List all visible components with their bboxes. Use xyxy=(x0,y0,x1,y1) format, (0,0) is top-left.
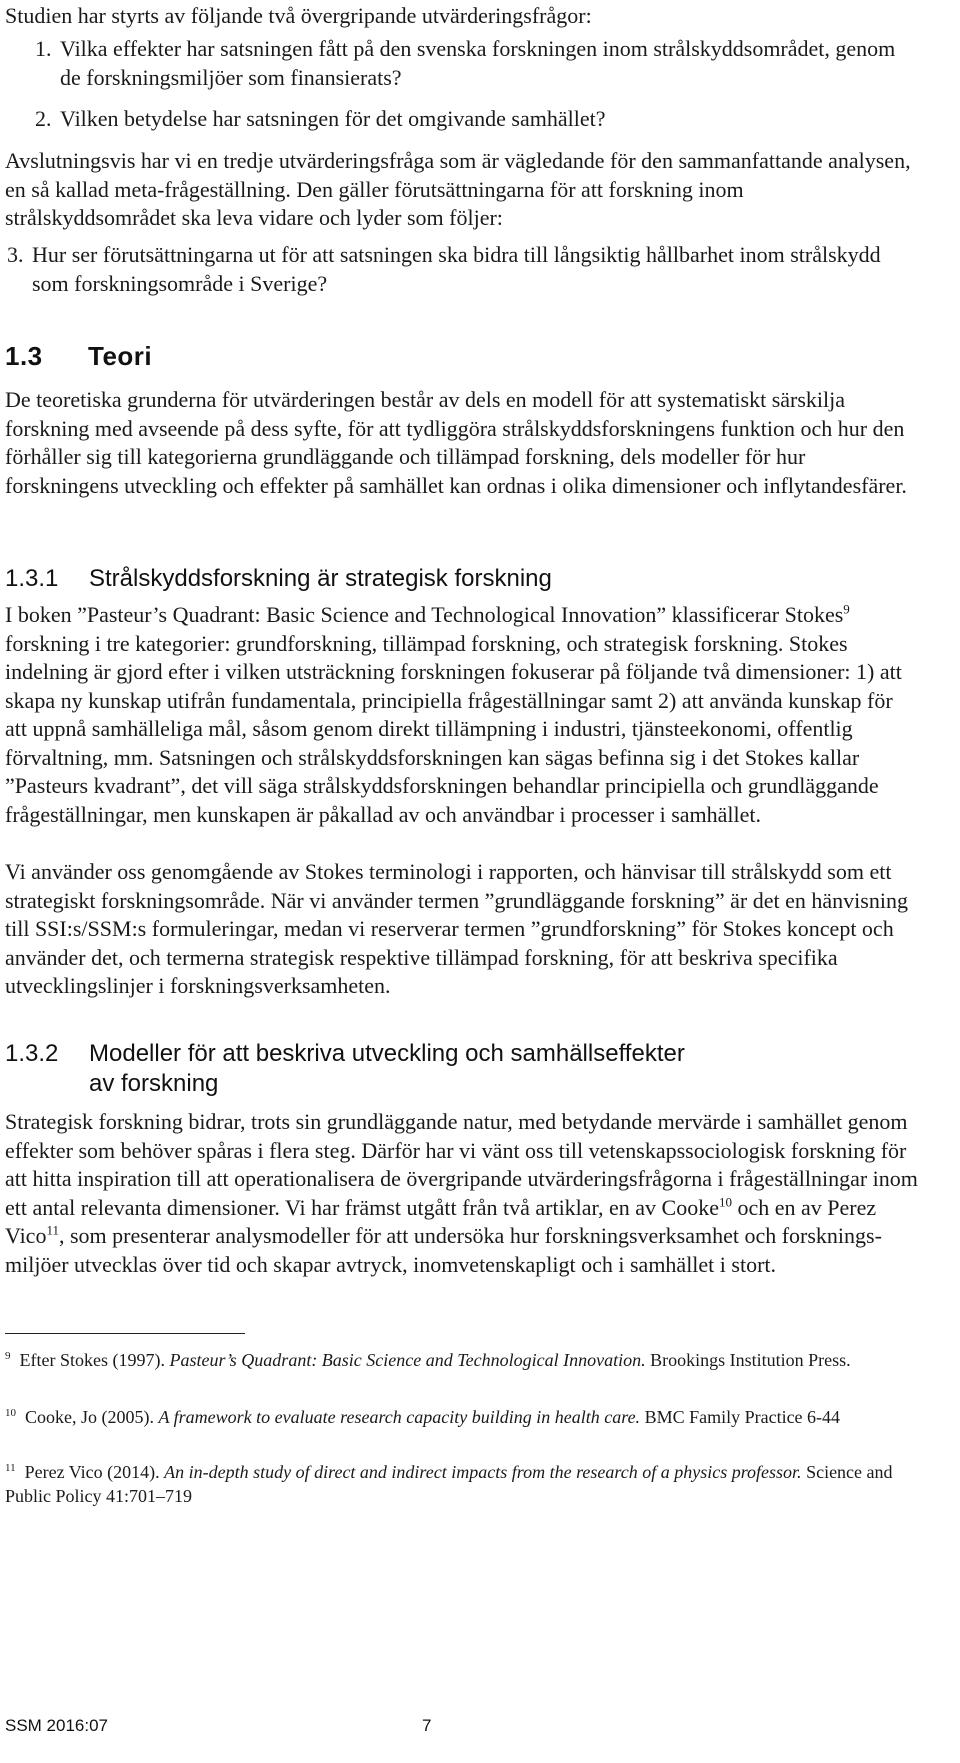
question-number: 1. xyxy=(35,36,52,61)
stokes-paragraph xyxy=(5,601,920,829)
section-number: 1.3.1 xyxy=(5,565,59,592)
footnote-10 xyxy=(5,1405,920,1429)
question-number: 2. xyxy=(35,106,52,131)
section-title-line2: av forskning xyxy=(89,1070,219,1097)
footnote-post: BMC Family Practice 6-44 xyxy=(640,1407,841,1427)
footnote-post: Science and Public Policy 41:701–719 xyxy=(5,1462,893,1506)
strat-text-c: , som presenterar analysmodeller för att undersöka hur forskningsverksamhet och forskningsmiljöer utvecklas över tid och skapar avtryck, inomvetenskapligt och i samhället i stort. xyxy=(5,1223,882,1277)
section-heading-1-3 xyxy=(5,341,152,372)
footnote-pre: Cooke, Jo (2005). xyxy=(25,1407,159,1427)
footnote-9 xyxy=(5,1348,920,1372)
question-text: Hur ser förutsättningarna ut för att satsningen ska bidra till långsiktig hållbarhet inom strålskydd som forskningsområde i Sverige? xyxy=(32,242,881,296)
meta-question-paragraph: Avslutningsvis har vi en tredje utvärderingsfråga som är vägledande för den sammanfattande analysen, en så kallad meta-frågeställning. Den gäller förutsättningarna för att forskning inom strålskyddsområdet ska leva vidare och lyder som följer: xyxy=(5,148,911,230)
section-number: 1.3 xyxy=(5,341,43,371)
question-2 xyxy=(35,105,915,134)
section-heading-1-3-2 xyxy=(5,1039,905,1099)
question-text: Vilka effekter har satsningen fått på den svenska forskningen inom strålskyddsområdet, genom de forskningsmiljöer som finansierats? xyxy=(60,36,896,90)
stokes-text-b: forskning i tre kategorier: grundforskning, tillämpad forskning, och strategisk forskning. Stokes indelning är gjord efter i vilken utsträckning forskningen fokuserar på följande två dimensioner: 1) att skapa ny kunskap utifrån fundamentala, principiella frågeställningar samt 2) att använda kunskap för att uppnå samhälleliga mål, såsom genom direkt tillämpning i industri, tjänsteekonomi, offentlig förvaltning, mm. Satsningen och strålskyddsforskningen kan sägas befinna sig i det Stokes kallar ”Pasteurs kvadrant”, det vill säga strålskyddsforskningen behandlar principiella och grundläggande frågeställningar, men kunskapen är påkallad av och användbar i processer i samhället. xyxy=(5,630,902,827)
section-title: Teori xyxy=(88,341,153,371)
question-text: Vilken betydelse har satsningen för det omgivande samhället? xyxy=(60,106,606,131)
footnote-pre: Efter Stokes (1997). xyxy=(19,1350,170,1370)
theory-paragraph: De teoretiska grunderna för utvärderingen består av dels en modell för att systematiskt särskilja forskning med avseende på dess syfte, för att tydliggöra strålskyddsforskningens funktion och hur den förhåller sig till kategorierna grundläggande och tillämpad forskning, dels modeller för hur forskningens utveckling och effekter på samhället kan ordnas i olika dimensioner och inflytandesfärer. xyxy=(5,387,907,498)
footnote-number: 11 xyxy=(5,1462,16,1474)
footnote-number: 9 xyxy=(5,1350,11,1362)
page-footer xyxy=(5,1716,445,1736)
footnote-11 xyxy=(5,1460,920,1508)
footnote-pre: Perez Vico (2014). xyxy=(24,1462,165,1482)
strategic-research-paragraph xyxy=(5,1108,920,1279)
footnote-number: 10 xyxy=(5,1407,16,1419)
report-number: SSM 2016:07 xyxy=(5,1716,109,1735)
page-number: 7 xyxy=(422,1716,432,1735)
footnote-ref-10[interactable]: 10 xyxy=(718,1194,732,1210)
section-title-line1: Modeller för att beskriva utveckling och samhällseffekter xyxy=(89,1040,685,1067)
strat-text-a: Strategisk forskning bidrar, trots sin grundläggande natur, med betydande mervärde i samhället genom effekter som behöver spåras i flera steg. Därför har vi vänt oss till vetenskapssociologisk forskning för att hitta inspiration till att operationalisera de övergripande utvärderingsfrågorna i frågeställningar inom ett antal relevanta dimensioner. Vi har främst utgått från två artiklar, en av Cooke xyxy=(5,1109,918,1220)
section-number: 1.3.2 xyxy=(5,1040,59,1067)
question-1 xyxy=(35,35,915,92)
questions-list xyxy=(35,35,915,134)
footnote-title: A framework to evaluate research capacity building in health care. xyxy=(158,1407,641,1427)
footnote-post: Brookings Institution Press. xyxy=(645,1350,851,1370)
footnote-ref-9[interactable]: 9 xyxy=(843,601,850,617)
footnote-title: Pasteur’s Quadrant: Basic Science and Technological Innovation. xyxy=(169,1350,646,1370)
footnote-ref-11[interactable]: 11 xyxy=(46,1222,59,1238)
terminology-paragraph: Vi använder oss genomgående av Stokes terminologi i rapporten, och hänvisar till strålskydd som ett strategiskt forskningsområde. När vi använder termen ”grundläggande forskning” är det en hänvisning till SSI:s/SSM:s formuleringar, medan vi reserverar termen ”grundforskning” för Stokes koncept och använder det, och termerna strategisk respektive tillämpad forskning, för att beskriva specifika utvecklingslinjer i forskningsverksamheten. xyxy=(5,859,908,998)
stokes-text-a: I boken ”Pasteur’s Quadrant: Basic Science and Technological Innovation” klassificerar Stokes xyxy=(5,602,844,627)
footnote-title: An in-depth study of direct and indirect impacts from the research of a physics professor. xyxy=(164,1462,802,1482)
section-heading-1-3-1 xyxy=(5,565,552,593)
question-number: 3. xyxy=(7,242,24,267)
question-3 xyxy=(7,241,922,298)
intro-text: Studien har styrts av följande två övergripande utvärderingsfrågor: xyxy=(5,3,592,28)
footnote-divider xyxy=(5,1333,245,1334)
strat-text-b: och en av Perez Vico xyxy=(5,1194,877,1248)
section-title: Strålskyddsforskning är strategisk forskning xyxy=(89,565,552,592)
